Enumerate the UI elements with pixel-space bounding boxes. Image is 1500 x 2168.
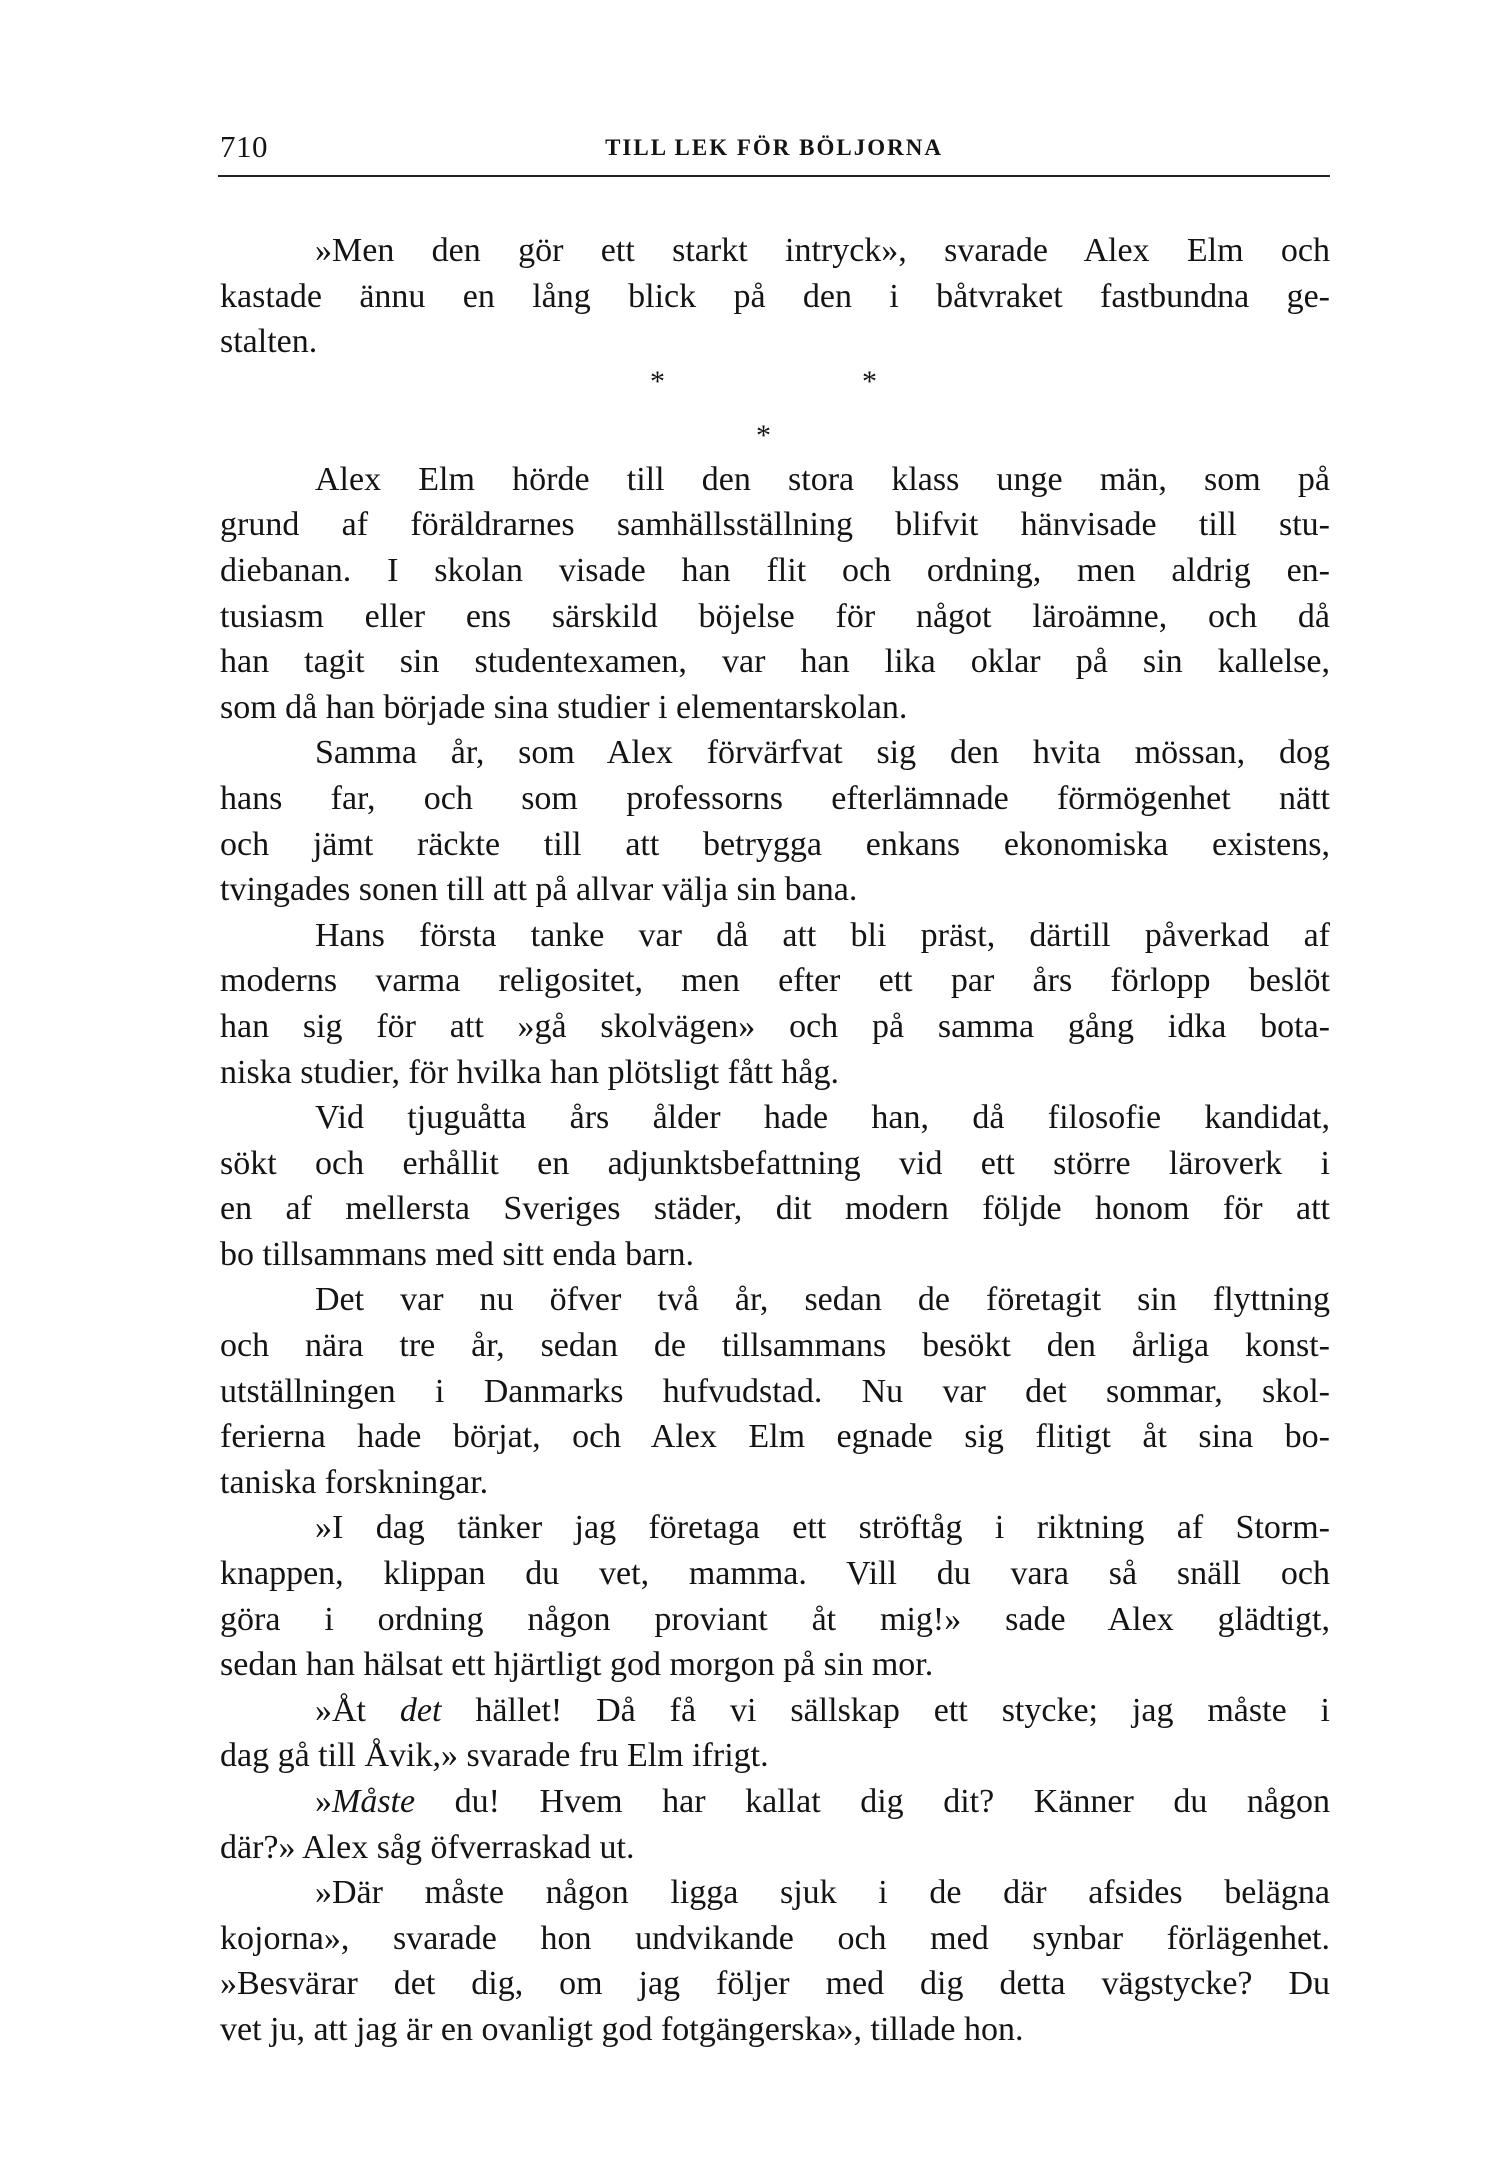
text-run: hället! Då få vi sällskap ett stycke; jag måste i: [441, 1691, 1330, 1729]
text-line: bo tillsammans med sitt enda barn.: [220, 1235, 695, 1273]
asterisk-ornament: *: [862, 364, 877, 398]
text-line: [220, 1779, 1330, 1825]
paragraph: [220, 1505, 1330, 1687]
text-line: Alex Elm hörde till den stora klass unge män, som på: [315, 460, 1330, 498]
text-line: som då han började sina studier i elementarskolan.: [220, 688, 908, 726]
text-line: vet ju, att jag är en ovanligt god fotgängerska», tillade hon.: [220, 2010, 1024, 2048]
text-run: du! Hvem har kallat dig dit? Känner du någon: [415, 1783, 1330, 1820]
text-line: hans far, och som professorns efterlämnade förmögenhet nätt: [220, 779, 1330, 817]
text-line: en af mellersta Sveriges städer, dit modern följde honom för att: [220, 1190, 1330, 1228]
text-line: »Där måste någon ligga sjuk i de där afsides belägna: [315, 1874, 1330, 1912]
text-line: och nära tre år, sedan de tillsammans besökt den årliga konst-: [220, 1327, 1330, 1365]
running-title: TILL LEK FÖR BÖLJORNA: [605, 135, 943, 160]
text-line: sedan han hälsat ett hjärtligt god morgon på sin mor.: [220, 1646, 934, 1684]
italic-word: Måste: [332, 1783, 416, 1820]
text-line: tusiasm eller ens särskild böjelse för något läroämne, och då: [220, 597, 1330, 635]
paragraph: [220, 1779, 1330, 1870]
paragraph: [220, 1688, 1330, 1779]
text-line: niska studier, för hvilka han plötsligt fått håg.: [220, 1053, 840, 1091]
asterisk-ornament: *: [650, 364, 665, 398]
text-line: kastade ännu en lång blick på den i båtvraket fastbundna ge-: [220, 277, 1330, 315]
text-line: och jämt räckte till att betrygga enkans ekonomiska existens,: [220, 825, 1330, 863]
text-line: »Besvärar det dig, om jag följer med dig detta vägstycke? Du: [220, 1965, 1330, 2003]
text-line: grund af föräldrarnes samhällsställning blifvit hänvisade till stu-: [220, 506, 1330, 544]
text-line: diebanan. I skolan visade han flit och ordning, men aldrig en-: [220, 551, 1330, 589]
text-line: tvingades sonen till att på allvar välja sin bana.: [220, 871, 858, 909]
paragraph: [220, 730, 1330, 912]
paragraph: [220, 1870, 1330, 2052]
text-line: moderns varma religositet, men efter ett par års förlopp beslöt: [220, 962, 1330, 1000]
text-line: taniska forskningar.: [220, 1463, 489, 1501]
text-line: Hans första tanke var då att bli präst, därtill påverkad af: [315, 916, 1330, 954]
paragraph: [220, 457, 1330, 731]
text-line: han tagit sin studentexamen, var han lika oklar på sin kallelse,: [220, 643, 1330, 681]
section-break: [220, 365, 1330, 457]
text-line: han sig för att »gå skolvägen» och på samma gång idka bota-: [220, 1007, 1330, 1045]
text-line: kojorna», svarade hon undvikande och med synbar förlägenhet.: [220, 1919, 1330, 1957]
italic-word: det: [399, 1691, 442, 1729]
text-line: dag gå till Åvik,» svarade fru Elm ifrigt.: [220, 1737, 769, 1775]
paragraph: [220, 1277, 1330, 1505]
text-line: Samma år, som Alex förvärfvat sig den hvita mössan, dog: [315, 734, 1330, 772]
paragraph: [220, 1095, 1330, 1277]
body-text: [220, 228, 1330, 2053]
text-line: »I dag tänker jag företaga ett ströftåg i riktning af Storm-: [315, 1509, 1330, 1547]
text-line: Det var nu öfver två år, sedan de företagit sin flyttning: [315, 1281, 1330, 1319]
text-line: stalten.: [220, 323, 318, 361]
text-line: sökt och erhållit en adjunktsbefattning vid ett större läroverk i: [220, 1144, 1330, 1182]
text-line: [220, 1688, 1330, 1734]
text-line: utställningen i Danmarks hufvudstad. Nu var det sommar, skol-: [220, 1372, 1330, 1410]
running-header: [218, 125, 1330, 177]
text-line: knappen, klippan du vet, mamma. Vill du vara så snäll och: [220, 1555, 1330, 1593]
paragraph: [220, 913, 1330, 1095]
text-line: göra i ordning någon proviant åt mig!» sade Alex glädtigt,: [220, 1600, 1330, 1638]
text-run: »: [315, 1783, 332, 1820]
text-line: ferierna hade börjat, och Alex Elm egnade sig flitigt åt sina bo-: [220, 1418, 1330, 1456]
paragraph: [220, 228, 1330, 365]
text-line: där?» Alex såg öfverraskad ut.: [220, 1828, 635, 1866]
asterisk-ornament: *: [756, 418, 771, 452]
text-run: »Åt: [315, 1691, 400, 1729]
page-number: 710: [220, 129, 268, 164]
text-line: Vid tjuguåtta års ålder hade han, då filosofie kandidat,: [315, 1099, 1330, 1137]
text-line: »Men den gör ett starkt intryck», svarade Alex Elm och: [315, 232, 1330, 269]
